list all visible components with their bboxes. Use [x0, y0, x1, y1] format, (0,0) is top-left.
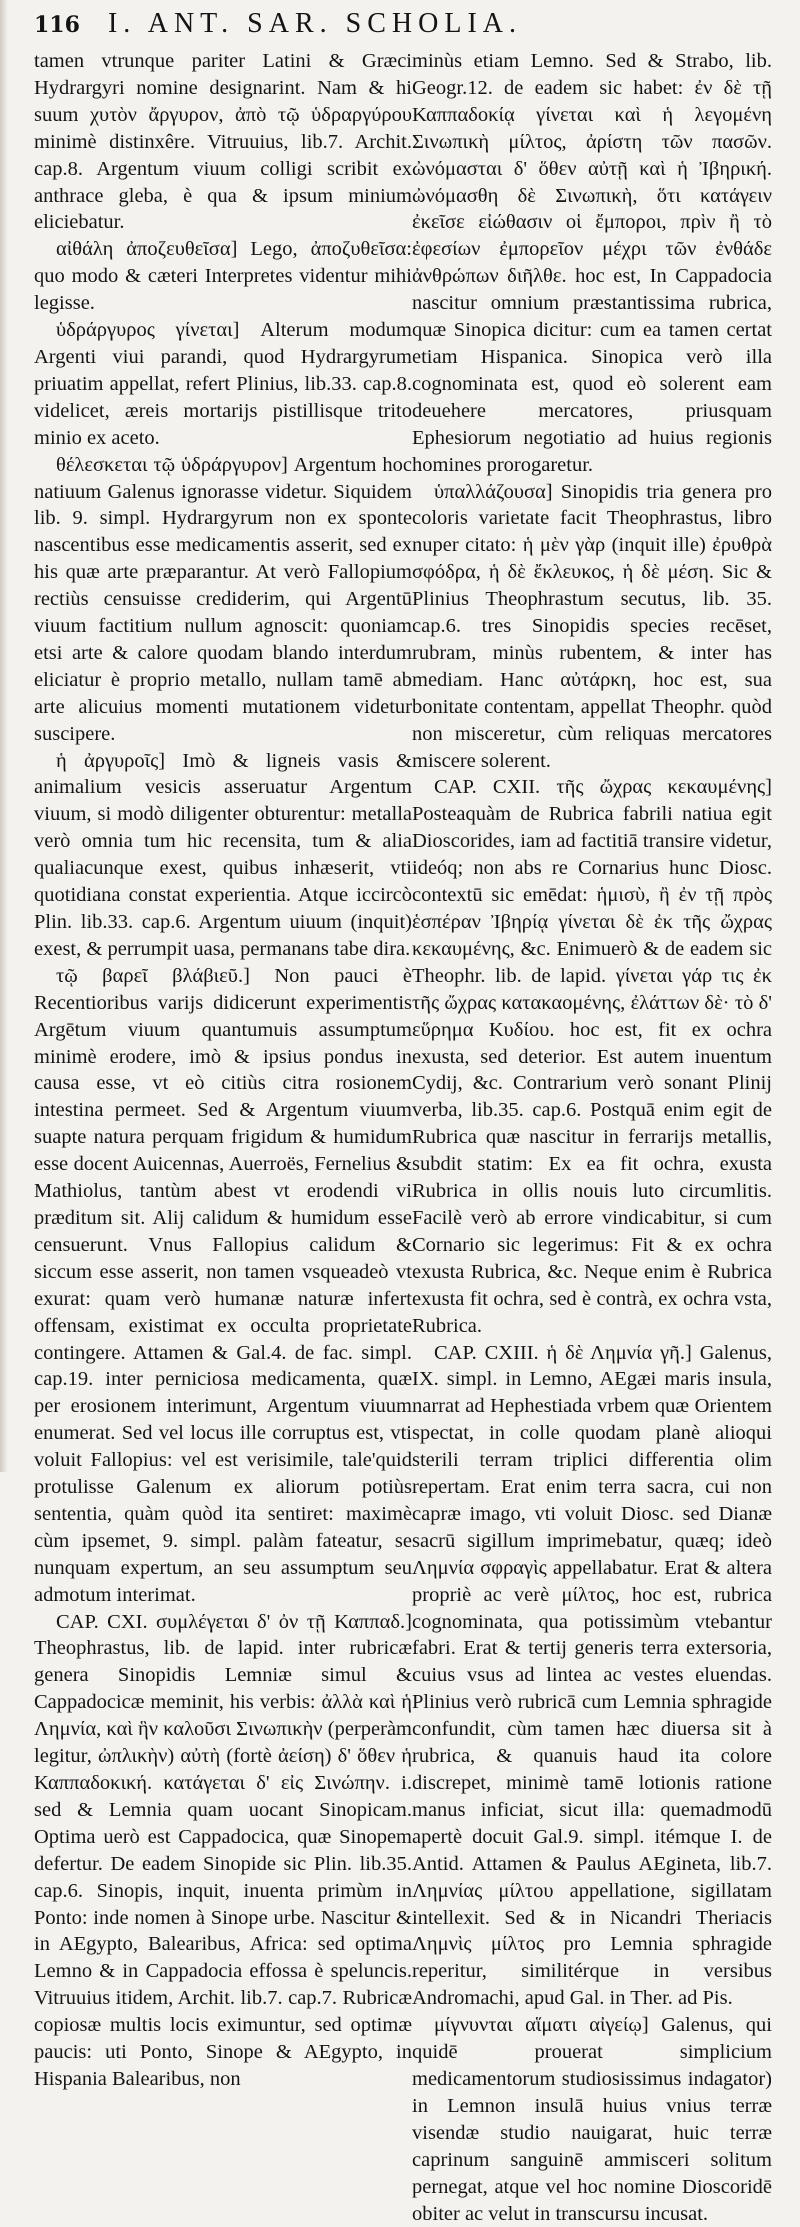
paragraph: αἰθάλη ἀποζευθεῖσα] Lego, ἀποζυθεῖσα: quo modo & cæteri Interpretes videntur mihi legisse.	[34, 238, 412, 315]
page-gutter-shadow	[0, 0, 8, 1472]
paragraph: minùs etiam Lemno. Sed & Strabo, lib. Geogr.12. de eadem sic habet: ἐν δὲ τῇ Καππαδοκίᾳ γίνεται καὶ ἡ λεγομένη Σινωπικὴ μίλτος, ἀρίστη τῶν πασῶν. ὠνόμασται δ' ὅθεν αὐτῇ καὶ ἡ Ἰβηρική. ὠνόμασθη δὲ Σινωπικὴ, ὅτι κατάγειν ἐκεῖσε εἰώθασιν οἱ ἔμποροι, πρὶν ἢ τὸ ἐφεσίων ἐμπορεῖον μέχρι τῶν ἐνθάδε ἀνθρώπων διῆλθε. hoc est, In Cappadocia nascitur omnium præstantissima rubrica, quæ Sinopica dicitur: cum ea tamen certat etiam Hispanica. Sinopica verò illa cognominata est, quod eò solerent eam deuehere mercatores, priusquam Ephesiorum negotiatio ad huius regionis homines prorogaretur.	[412, 50, 772, 476]
running-title: I. ANT. SAR. SCHOLIA.	[107, 8, 522, 39]
paragraph: μίγνυνται αἵματι αἰγείῳ] Galenus, qui quidē prouerat simplicium medicamentorum studiosissimus indagator) in Lemnon insulā huius vnius terræ visendæ studio nauigarat, huic terræ caprinum sanguinē ammisceri solitum pernegat, atque vel hoc nomine Dioscoridē obiter ac velut in transcursu incusat.	[412, 2014, 772, 2225]
paragraph: tamen vtrunque pariter Latini & Græci Hydrargyri nomine designarint. Nam & hi suum χυτὸν ἄργυρον, ἀπὸ τῷ ὑδραργύρου minimè distinxêre. Vitruuius, lib.7. Archit. cap.8. Argentum viuum colligi scribit ex anthrace gleba, è qua & ipsum minium eliciebatur.	[34, 50, 412, 234]
paragraph: CAP. CXII. τῆς ὤχρας κεκαυμένης] Posteaquàm de Rubrica fabrili natiua egit Dioscorides, iam ad factitiā transire videtur, ideóq; non abs re Cornarius hunc Diosc. contextū sic emēdat: ἡμισὺ, ἢ ἐν τῇ πρὸς ἑσπέραν Ἰβηρίᾳ γίνεται δὲ ἐκ τῆς ὤχρας κεκαυμένης, &c. Enimuerò & de eadem sic Theophr. lib. de lapid. γίνεται γάρ τις ἐκ τῆς ὤχρας κατακαομένης, ἐλάττων δὲ· τὸ δ' εὕρημα Κυδίου. hoc est, fit ex ochra exusta, sed deterior. Est autem inuentum Cydij, &c. Contrarium verò sonant Plinij verba, lib.35. cap.6. Postquā enim egit de Rubrica quæ nascitur in ferrarijs metallis, subdit statim: Ex ea fit ochra, exusta Rubrica in ollis nouis luto circumlitis. Facilè verò ab errore vindicabitur, si cum Cornario sic legerimus: Fit & ex ochra exusta Rubrica, &c. Neque enim è Rubrica exusta fit ochra, sed è contrà, ex ochra vsta, Rubrica.	[412, 776, 772, 1337]
paragraph: τῷ βαρεῖ βλάβιεῦ.] Non pauci è Recentioribus varijs didicerunt experimentis Argētum viuum quantumuis assumptum minimè erodere, imò & ipsius pondus in causa esse, vt eò citiùs citra rosionem intestina permeet. Sed & Argentum viuum suapte natura perquam frigidum & humidum esse docent Auicennas, Auerroës, Fernelius & Mathiolus, tantùm abest vt erodendi vi præditum sit. Alij calidum & humidum esse censuerunt. Vnus Fallopius calidum & siccum esse asserit, non tamen vsqueadeò vt exurat: quam verò humanæ naturæ infert offensam, existimat ex occulta proprietate contingere. Attamen & Gal.4. de fac. simpl. cap.19. inter perniciosa medicamenta, quæ per erosionem interimunt, Argentum viuum enumerat. Sed vel locus ille corruptus est, vti voluit Fallopius: vel est verisimile, tale'quid protulisse Galenum ex aliorum potiùs sententia, quàm quòd ita sentiret: maximè cùm ipsemet, 9. simpl. palàm fateatur, se nunquam expertum, an seu assumptum seu admotum interimat.	[34, 964, 412, 1606]
paragraph: ὑπαλλάζουσα] Sinopidis tria genera pro coloris varietate facit Theophrastus, libro nuper citato: ἡ μὲν γὰρ (inquit ille) ἐρυθρὰ σφόδρα, ἡ δὲ ἔκλευκος, ἡ δὲ μέση. Sic & Plinius Theophrastum secutus, lib. 35. cap.6. tres Sinopidis species recēset, rubram, minùs rubentem, & inter has mediam. Hanc αὐτάρκη, hoc est, sua bonitate contentam, appellat Theophr. quòd non misceretur, cùm reliquas mercatores miscere solerent.	[412, 480, 772, 772]
paragraph: ὑδράργυρος γίνεται] Alterum modum Argenti viui parandi, quod Hydrargyrum priuatim appellat, refert Plinius, lib.33. cap.8. videlicet, æreis mortarijs pistillisque trito minio ex aceto.	[34, 319, 412, 449]
right-column	[412, 48, 772, 2225]
paragraph: CAP. CXIII. ἡ δὲ Λημνία γῆ.] Galenus, IX. simpl. in Lemno, AEgæi maris insula, narrat ad Hephestiada vrbem quæ Orientem spectat, in colle quodam planè alioqui sterili terram triplici differentia olim repertam. Erat enim terra sacra, cui non capræ imago, vti voluit Diosc. sed Dianæ sacrū sigillum imprimebatur, quæq; ideò Λημνία σφραγὶς appellabatur. Erat & altera propriè ac verè μίλτος, hoc est, rubrica cognominata, qua potissimùm vtebantur fabri. Erat & tertij generis terra extersoria, cuius vsus ad lintea ac vestes eluendas. Plinius verò rubricā cum Lemnia sphragide confundit, cùm tamen hæc diuersa sit à rubrica, & quanuis haud ita colore discrepet, minimè tamē lotionis ratione manus inficiat, sicut illa: quemadmodū apertè docuit Gal.9. simpl. itémque I. de Antid. Attamen & Paulus AEgineta, lib.7. Λημνίας μίλτου appellatione, sigillatam intellexit. Sed & in Nicandri Theriacis Λημνὶς μίλτος pro Lemnia sphragide reperitur, similitérque in versibus Andromachi, apud Gal. in Ther. ad Pis.	[412, 1341, 772, 2010]
paragraph: ἡ ἀργυροῖς] Imò & ligneis vasis & animalium vesicis asseruatur Argentum viuum, si modò diligenter obturentur: metalla verò omnia tum hic recensita, tum & alia qualiacunque exest, quibus inhæserit, vti quotidiana constat experientia. Atque iccircò Plin. lib.33. cap.6. Argentum uiuum (inquit) exest, & perrumpit uasa, permanans tabe dira.	[34, 749, 412, 960]
page-number: 116	[34, 12, 80, 38]
paragraph: CAP. CXI. συμλέγεται δ' ὀν τῇ Καππαδ.] Theophrastus, lib. de lapid. inter rubricæ genera Sinopidis Lemniæ simul & Cappadocicæ meminit, his verbis: ἀλλὰ καὶ ἡ Λημνία, καὶ ἣν καλοῦσι Σινωπικὴν (perperàm legitur, ὠπλικὴν) αὐτὴ (fortè ἀείση) δ' ὅθεν ἡ Καππαδοκική. κατάγεται δ' εἰς Σινώπην. i. sed & Lemnia quam uocant Sinopicam. Optima uerò est Cappadocica, quæ Sinopem defertur. De eadem Sinopide sic Plin. lib.35. cap.6. Sinopis, inquit, inuenta primùm in Ponto: inde nomen à Sinope urbe. Nascitur & in AEgypto, Balearibus, Africa: sed optima Lemno & in Cappadocia effossa è speluncis. Vitruuius itidem, Archit. lib.7. cap.7. Rubricæ copiosæ multis locis eximuntur, sed optimæ paucis: uti Ponto, Sinope & AEgypto, in Hispania Balearibus, non	[34, 1610, 412, 2090]
paragraph: θέλεσκεται τῷ ὑδράργυρον] Argentum hoc natiuum Galenus ignorasse videtur. Siquidem lib. 9. simpl. Hydrargyrum non ex sponte nascentibus esse medicamentis asserit, sed ex his quæ arte præparantur. At verò Fallopium rectiùs censuisse crediderim, qui Argentū viuum factitium nullum agnoscit: quoniam etsi arte & calore quodam blando interdum eliciatur è proprio metallo, nullam tamē ab arte alicuius momenti mutationem videtur suscipere.	[34, 453, 412, 745]
running-header	[34, 8, 764, 52]
left-column	[34, 48, 412, 2090]
